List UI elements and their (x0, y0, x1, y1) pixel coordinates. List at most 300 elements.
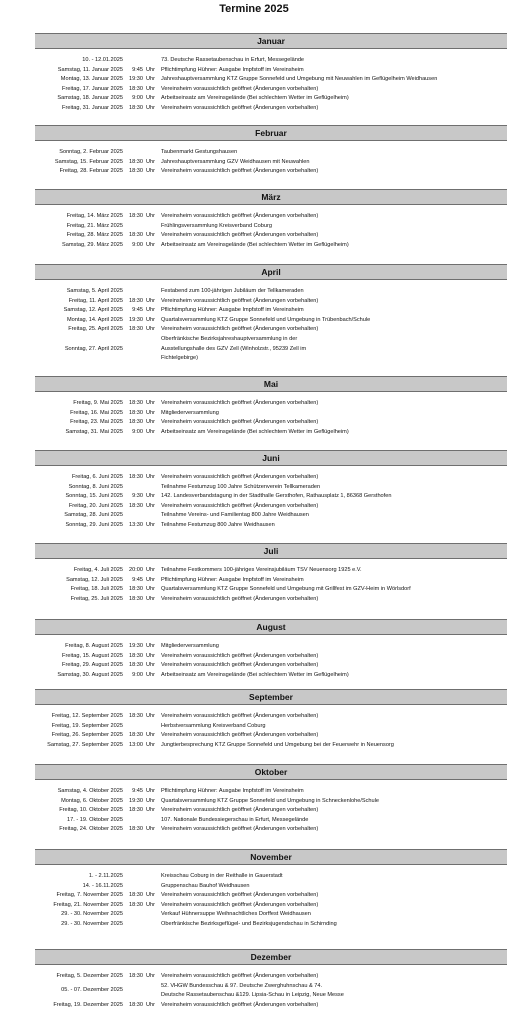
event-date: Freitag, 21. März 2025 (66, 222, 123, 229)
event-time: 18:30 (129, 901, 143, 908)
event-row (35, 661, 507, 671)
event-time-unit: Uhr (146, 502, 156, 509)
event-description (157, 66, 507, 76)
event-time: 19:30 (129, 643, 143, 649)
event-description-line: Vereinsheim voraussichtlich geöffnet (Änderungen vorbehalten) (161, 973, 319, 979)
event-description-line: 142. Landesverbandstagung in der Stadthalle Gersthofen, Rathausplatz 1, 86368 Gersthofen (161, 493, 392, 500)
event-time-unit (143, 920, 157, 930)
event-time: 13:30 (129, 521, 143, 528)
event-description (157, 492, 507, 502)
event-date: 1. - 2.11.2025 (88, 873, 123, 879)
event-date: Freitag, 16. Mai 2025 (70, 409, 123, 416)
event-description (157, 972, 507, 982)
event-date: Samstag, 28. Juni 2025 (64, 512, 123, 519)
event-time (123, 148, 143, 158)
event-time: 19:30 (129, 76, 143, 83)
event-time: 18:30 (129, 326, 143, 333)
event-description (157, 167, 507, 177)
event-time: 18:30 (129, 713, 143, 719)
event-time-unit: Uhr (146, 409, 156, 416)
event-date: 10. - 12.01.2025 (82, 57, 123, 63)
event-row (35, 511, 507, 521)
event-list (35, 280, 507, 364)
event-description (157, 731, 507, 741)
event-time-unit: Uhr (146, 521, 156, 528)
event-row (35, 75, 507, 85)
event-date: Montag, 14. April 2025 (67, 316, 123, 323)
event-description (157, 241, 507, 251)
event-description (157, 671, 507, 681)
event-description-line: Herbstversammlung Kreisverband Coburg (161, 722, 266, 729)
event-time-unit: Uhr (146, 567, 156, 573)
month-section-september (35, 689, 507, 750)
event-description-line: Vereinsheim voraussichtlich geöffnet (Änderungen vorbehalten) (161, 595, 319, 602)
event-time-unit: Uhr (146, 158, 156, 165)
event-description (157, 212, 507, 222)
event-time: 18:30 (129, 807, 143, 814)
event-time: 9:00 (132, 671, 143, 678)
month-header: Januar (35, 33, 507, 49)
event-time (123, 920, 143, 930)
event-time: 9:45 (132, 788, 143, 794)
event-time-unit: Uhr (146, 732, 156, 739)
event-description (157, 287, 507, 297)
event-date: Freitag, 23. Mai 2025 (70, 419, 123, 426)
event-description-line: Vereinsheim voraussichtlich geöffnet (Änderungen vorbehalten) (161, 419, 319, 426)
event-description-line: Fichtelgebirge) (161, 355, 198, 362)
event-description (157, 222, 507, 232)
event-time-unit (143, 511, 157, 521)
event-time-unit: Uhr (146, 586, 156, 593)
event-description-line: Teilnahme Festkommers 100-jähriges Vereinsjubiläum TSV Neuensorg 1925 e.V. (161, 567, 362, 573)
event-time: 18:30 (129, 1001, 143, 1008)
event-time-unit: Uhr (146, 788, 156, 794)
event-date: Freitag, 18. Juli 2025 (70, 586, 123, 593)
event-row (35, 231, 507, 241)
event-date: Sonntag, 27. April 2025 (64, 345, 123, 352)
event-date: Samstag, 12. April 2025 (63, 307, 123, 314)
event-description-line: Mitgliederversammlung (161, 409, 219, 416)
event-row (35, 910, 507, 920)
event-time (123, 816, 143, 826)
event-description (157, 652, 507, 662)
event-date: Freitag, 25. Juli 2025 (70, 595, 123, 602)
event-description (157, 722, 507, 732)
event-description-line: Vereinsheim voraussichtlich geöffnet (Änderungen vorbehalten) (161, 1001, 319, 1008)
event-date: Freitag, 11. April 2025 (68, 297, 123, 304)
event-description-line: Jungtierbesprechung KTZ Gruppe Sonnefeld und Umgebung bei der Feuerwehr in Neuensorg (161, 741, 394, 748)
event-time-unit: Uhr (146, 85, 156, 92)
event-list (35, 141, 507, 177)
event-description (157, 94, 507, 104)
event-row (35, 428, 507, 438)
event-row (35, 473, 507, 483)
event-row (35, 722, 507, 732)
event-time-unit: Uhr (146, 474, 156, 480)
event-date: Montag, 13. Januar 2025 (60, 76, 123, 83)
event-time: 9:00 (132, 428, 143, 435)
event-description-line: Teilnahme Festumzug 800 Jahre Weidhausen (161, 521, 275, 528)
event-description-line: Oberfränkische Bezirksjahreshauptversammlung in der (161, 335, 298, 342)
event-row (35, 521, 507, 531)
event-time-unit: Uhr (146, 741, 156, 748)
event-description-line: Quartalsversammlung KTZ Gruppe Sonnefeld und Umgebung mit Grillfest im GZV-Heim in Wörlsdorf (161, 586, 411, 593)
event-time-unit (143, 872, 157, 882)
event-description (157, 483, 507, 493)
event-time-unit (143, 910, 157, 920)
event-date: Samstag, 31. Mai 2025 (65, 428, 123, 435)
event-row (35, 741, 507, 751)
event-time: 19:30 (129, 797, 143, 804)
event-description-line: Ausstellungshalle des GZV Zell (Winholzstr., 95239 Zell im (161, 345, 307, 352)
event-description (157, 409, 507, 419)
month-section-juli (35, 543, 507, 604)
event-description (157, 325, 507, 335)
event-time-unit (143, 483, 157, 493)
event-row (35, 409, 507, 419)
event-date: Freitag, 17. Januar 2025 (62, 85, 123, 92)
event-time: 18:30 (129, 419, 143, 426)
event-time: 18:30 (129, 826, 143, 833)
month-header: Oktober (35, 764, 507, 780)
event-time-unit: Uhr (146, 66, 156, 73)
event-row (35, 212, 507, 222)
event-date: Freitag, 10. Oktober 2025 (59, 807, 123, 814)
event-date: Sonntag, 8. Juni 2025 (68, 483, 123, 490)
event-time-unit: Uhr (146, 76, 156, 83)
event-row (35, 825, 507, 835)
event-date: Samstag, 12. Juli 2025 (66, 576, 123, 583)
event-date: 14. - 16.11.2025 (82, 882, 123, 889)
event-description (157, 797, 507, 807)
event-time (123, 287, 143, 297)
event-row (35, 287, 507, 297)
event-time-unit: Uhr (146, 493, 156, 500)
event-time-unit: Uhr (146, 95, 156, 102)
event-row (35, 595, 507, 605)
event-time: 18:30 (129, 400, 143, 406)
event-row (35, 418, 507, 428)
event-description (157, 104, 507, 114)
event-row (35, 297, 507, 307)
event-row (35, 566, 507, 576)
month-section-januar (35, 33, 507, 114)
month-section-august (35, 619, 507, 680)
event-time-unit: Uhr (146, 892, 156, 899)
event-time-unit: Uhr (146, 326, 156, 333)
event-time: 19:30 (129, 316, 143, 323)
event-time-unit: Uhr (146, 973, 156, 979)
event-time-unit: Uhr (146, 168, 156, 175)
event-date: Freitag, 12. September 2025 (51, 713, 123, 719)
event-description-line: Vereinsheim voraussichtlich geöffnet (Änderungen vorbehalten) (161, 662, 319, 669)
event-row (35, 920, 507, 930)
event-description (157, 882, 507, 892)
event-row (35, 502, 507, 512)
event-description (157, 787, 507, 797)
event-description-line: Vereinsheim voraussichtlich geöffnet (Änderungen vorbehalten) (161, 85, 319, 92)
event-date: Samstag, 11. Januar 2025 (57, 66, 123, 73)
event-description (157, 661, 507, 671)
month-section-juni (35, 450, 507, 531)
event-row (35, 712, 507, 722)
event-date: Freitag, 28. Februar 2025 (59, 168, 123, 175)
event-time: 9:45 (132, 66, 143, 73)
event-time-unit: Uhr (146, 595, 156, 602)
event-description-line: Vereinsheim voraussichtlich geöffnet (Änderungen vorbehalten) (161, 713, 319, 719)
event-time: 18:30 (129, 474, 143, 480)
page-title: Termine 2025 (219, 3, 289, 15)
event-date: Freitag, 26. September 2025 (51, 732, 123, 739)
event-description-line: Pflichtimpfung Hühner: Ausgabe Impfstoff im Vereinsheim (161, 788, 304, 794)
event-row (35, 982, 507, 1001)
event-time: 18:30 (129, 158, 143, 165)
event-time-unit: Uhr (146, 400, 156, 406)
event-time: 18:30 (129, 104, 143, 111)
event-time-unit: Uhr (146, 713, 156, 719)
event-row (35, 316, 507, 326)
event-row (35, 1001, 507, 1011)
event-description-line: Gruppenschau Bauhof Weidhausen (161, 882, 250, 889)
event-description (157, 741, 507, 751)
event-date: Freitag, 19. September 2025 (51, 722, 123, 729)
event-time-unit: Uhr (146, 643, 156, 649)
event-time-unit: Uhr (146, 652, 156, 659)
event-time (123, 722, 143, 732)
event-date: 05. - 07. Dezember 2025 (61, 987, 123, 994)
event-row (35, 167, 507, 177)
event-description-line: Teilnahme Vereins- und Familientag 800 Jahre Weidhausen (161, 512, 309, 519)
event-date: 29. - 30. November 2025 (61, 911, 123, 918)
event-row (35, 731, 507, 741)
event-description (157, 712, 507, 722)
event-date: Sonntag, 2. Februar 2025 (59, 149, 123, 155)
event-description (157, 158, 507, 168)
event-list (35, 49, 507, 114)
event-time (123, 910, 143, 920)
event-description-line: Quartalsversammlung KTZ Gruppe Sonnefeld und Umgebung in Trübenbach/Schule (161, 316, 371, 323)
event-description (157, 316, 507, 326)
event-row (35, 806, 507, 816)
event-description-line: Jahreshauptversammlung KTZ Gruppe Sonnefeld und Umgebung mit Neuwahlen im Geflügelheim Weidhausen (161, 76, 438, 83)
event-row (35, 222, 507, 232)
event-row (35, 306, 507, 316)
event-time-unit: Uhr (146, 232, 156, 239)
event-row (35, 972, 507, 982)
event-description-line: Teilnahme Festumzug 100 Jahre Schützenverein Tellkameraden (161, 483, 321, 490)
event-time-unit: Uhr (146, 241, 156, 248)
event-description-line: 52. VHGW Bundesschau & 97. Deutsche Zwerghuhnschau & 74. (161, 982, 323, 989)
event-row (35, 66, 507, 76)
event-time-unit: Uhr (146, 428, 156, 435)
event-date: Samstag, 27. September 2025 (47, 741, 123, 748)
event-row (35, 797, 507, 807)
event-list (35, 635, 507, 680)
month-section-februar (35, 125, 507, 177)
event-date: Freitag, 31. Januar 2025 (62, 104, 123, 111)
event-date: Freitag, 24. Oktober 2025 (59, 826, 123, 833)
event-date: Freitag, 25. April 2025 (68, 326, 123, 333)
event-time (123, 56, 143, 66)
month-header: Mai (35, 376, 507, 392)
event-date: Freitag, 21. November 2025 (53, 901, 123, 908)
event-time-unit: Uhr (146, 419, 156, 426)
event-row (35, 642, 507, 652)
event-date: Freitag, 4. Juli 2025 (73, 567, 123, 573)
event-description (157, 982, 507, 1001)
event-description (157, 418, 507, 428)
event-date: Freitag, 7. November 2025 (56, 892, 123, 899)
event-description-line: Vereinsheim voraussichtlich geöffnet (Änderungen vorbehalten) (161, 232, 319, 239)
event-time: 18:30 (129, 85, 143, 92)
month-header: April (35, 264, 507, 280)
event-row (35, 241, 507, 251)
event-description (157, 585, 507, 595)
event-description (157, 806, 507, 816)
event-time-unit: Uhr (146, 797, 156, 804)
event-row (35, 148, 507, 158)
event-description (157, 399, 507, 409)
event-date: Freitag, 28. März 2025 (66, 232, 123, 239)
event-list (35, 205, 507, 250)
event-time: 18:30 (129, 168, 143, 175)
month-header: Februar (35, 125, 507, 141)
event-description (157, 85, 507, 95)
month-header: August (35, 619, 507, 635)
event-description-line: 73. Deutsche Rassetaubenschau in Erfurt, Messegelände (161, 57, 305, 63)
event-date: Sonntag, 15. Juni 2025 (65, 493, 123, 500)
event-time-unit: Uhr (146, 662, 156, 669)
event-date: Freitag, 8. August 2025 (65, 643, 123, 649)
event-time: 18:30 (129, 973, 143, 979)
event-date: Freitag, 14. März 2025 (66, 213, 123, 219)
event-time-unit: Uhr (146, 826, 156, 833)
event-description (157, 920, 507, 930)
event-description (157, 56, 507, 66)
event-time: 9:00 (132, 95, 143, 102)
event-description (157, 306, 507, 316)
event-date: Freitag, 6. Juni 2025 (72, 474, 123, 480)
event-description-line: Oberfränkische Bezirksgeflügel- und Bezirksjugendschau in Schirnding (161, 920, 337, 927)
event-time: 18:30 (129, 409, 143, 416)
event-description (157, 910, 507, 920)
event-row (35, 901, 507, 911)
event-time: 18:30 (129, 297, 143, 304)
event-row (35, 576, 507, 586)
event-time-unit (143, 816, 157, 826)
event-time: 18:30 (129, 662, 143, 669)
event-description-line: Vereinsheim voraussichtlich geöffnet (Änderungen vorbehalten) (161, 901, 319, 908)
event-time: 18:30 (129, 232, 143, 239)
month-section-april (35, 264, 507, 364)
event-description-line: Vereinsheim voraussichtlich geöffnet (Änderungen vorbehalten) (161, 104, 319, 111)
event-list (35, 466, 507, 531)
event-row (35, 94, 507, 104)
event-date: Montag, 6. Oktober 2025 (61, 797, 123, 804)
event-description-line: Taubenmarkt Gestungshausen (161, 149, 238, 155)
event-time-unit: Uhr (146, 807, 156, 814)
event-description (157, 816, 507, 826)
event-time-unit: Uhr (146, 213, 156, 219)
event-description-line: Verkauf Hühnersuppe Weihnachtliches Dorffest Weidhausen (161, 911, 311, 918)
event-description-line: Festabend zum 100-jährigen Jubiläum der Tellkameraden (161, 288, 304, 294)
event-row (35, 671, 507, 681)
event-description (157, 231, 507, 241)
event-time-unit: Uhr (146, 307, 156, 314)
month-header: März (35, 189, 507, 205)
event-time: 18:30 (129, 586, 143, 593)
event-time-unit (143, 722, 157, 732)
event-description (157, 891, 507, 901)
event-description-line: Arbeitseinsatz am Vereinsgelände (Bei schlechtem Wetter im Geflügelheim) (161, 241, 349, 248)
month-section-dezember (35, 949, 507, 1010)
event-description (157, 566, 507, 576)
event-description-line: Arbeitseinsatz am Vereinsgelände (Bei schlechtem Wetter im Geflügelheim) (161, 671, 349, 678)
event-description-line: Vereinsheim voraussichtlich geöffnet (Änderungen vorbehalten) (161, 826, 319, 833)
event-date: Freitag, 9. Mai 2025 (73, 400, 123, 406)
event-time: 18:30 (129, 652, 143, 659)
event-row (35, 891, 507, 901)
event-description-line: 107. Nationale Bundessiegerschau in Erfurt, Messegelände (161, 816, 309, 823)
event-date: Freitag, 5. Dezember 2025 (56, 973, 123, 979)
event-date: Samstag, 30. August 2025 (57, 671, 123, 678)
event-time: 18:30 (129, 502, 143, 509)
event-time: 9:00 (132, 241, 143, 248)
event-time-unit: Uhr (146, 316, 156, 323)
event-time: 9:30 (132, 493, 143, 500)
event-description-line: Kreisschau Coburg in der Reithalle in Gauerstadt (161, 873, 283, 879)
event-time-unit (143, 148, 157, 158)
event-description-line: Vereinsheim voraussichtlich geöffnet (Änderungen vorbehalten) (161, 474, 319, 480)
month-section-november (35, 849, 507, 930)
event-row (35, 399, 507, 409)
event-row (35, 585, 507, 595)
event-time-unit (143, 287, 157, 297)
event-description-line: Deutsche Rassetaubenschau &129. Lipsia-Schau in Leipzig, Neue Messe (161, 992, 344, 999)
event-time-unit (143, 56, 157, 66)
event-description (157, 511, 507, 521)
event-description (157, 335, 507, 364)
event-description (157, 1001, 507, 1011)
event-time-unit: Uhr (146, 297, 156, 304)
event-description-line: Pflichtimpfung Hühner: Ausgabe Impfstoff im Vereinsheim (161, 576, 304, 583)
event-description (157, 595, 507, 605)
event-description-line: Vereinsheim voraussichtlich geöffnet (Änderungen vorbehalten) (161, 400, 319, 406)
event-description (157, 473, 507, 483)
event-description-line: Jahreshauptversammlung GZV Weidhausen mit Neuwahlen (161, 158, 310, 165)
event-row (35, 492, 507, 502)
event-description-line: Vereinsheim voraussichtlich geöffnet (Änderungen vorbehalten) (161, 732, 319, 739)
event-description (157, 75, 507, 85)
event-row (35, 56, 507, 66)
event-description (157, 576, 507, 586)
event-date: Samstag, 29. März 2025 (62, 241, 123, 248)
event-time-unit (143, 222, 157, 232)
event-description (157, 502, 507, 512)
event-time-unit: Uhr (146, 1001, 156, 1008)
month-header: Dezember (35, 949, 507, 965)
event-row (35, 158, 507, 168)
month-header: Juni (35, 450, 507, 466)
event-description-line: Vereinsheim voraussichtlich geöffnet (Änderungen vorbehalten) (161, 892, 319, 899)
event-date: Samstag, 4. Oktober 2025 (57, 788, 123, 794)
event-time: 9:45 (132, 576, 143, 583)
month-section-mai (35, 376, 507, 437)
event-time-unit: Uhr (146, 576, 156, 583)
event-row (35, 483, 507, 493)
event-list (35, 559, 507, 604)
event-description-line: Arbeitseinsatz am Vereinsgelände (Bei schlechtem Wetter im Geflügelheim) (161, 95, 349, 102)
